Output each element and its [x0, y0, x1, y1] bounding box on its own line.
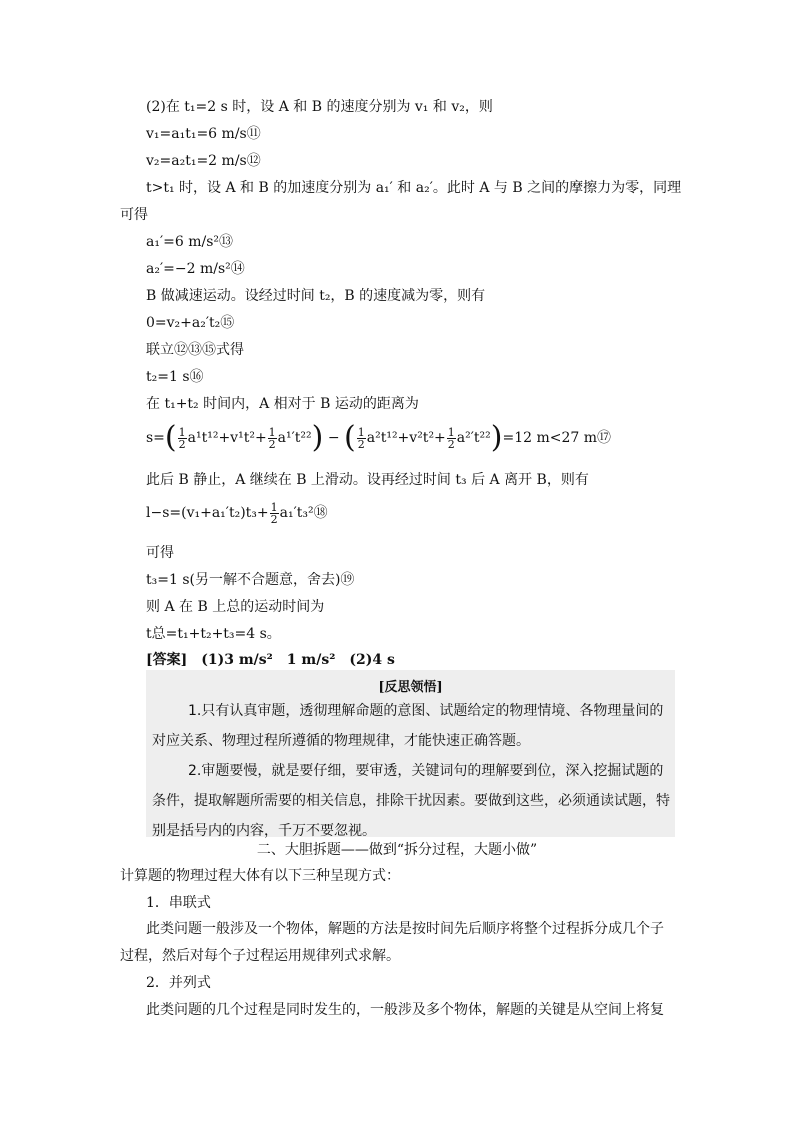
eq-term: a₁′t₃²⑱ — [279, 505, 328, 521]
text-line: 在 t₁+t₂ 时间内，A 相对于 B 运动的距离为 — [146, 396, 419, 412]
equation-v1: v₁=a₁t₁=6 m/s⑪ — [146, 126, 261, 142]
paragraph-line: 此类问题一般涉及一个物体，解题的方法是按时间先后顺序将整个过程拆分成几个子 — [146, 921, 664, 937]
equation-a2-prime: a₂′=−2 m/s²⑭ — [146, 261, 245, 277]
fraction: $\frac{1}{2}$ — [357, 425, 365, 451]
equation-l-minus-s — [146, 498, 328, 528]
reflection-title: [反思领悟] — [378, 680, 443, 695]
eq-term: l−s=(v₁+a₁′t₂)t₃+ — [146, 505, 269, 521]
text-line: 此后 B 静止，A 继续在 B 上滑动。设再经过时间 t₃ 后 A 离开 B，则有 — [146, 472, 589, 488]
text-line: 可得 — [120, 207, 148, 223]
fraction: $\frac{1}{2}$ — [270, 500, 278, 526]
reflection-paragraph-2: 2.审题要慢，就是要仔细，要审透，关键词句的理解要到位，深入挖掘试题的条件，提取解题所需要的相关信息，排除干扰因素。要做到这些，必须通读试题，特别是括号内的内容，千万不要忽视。 — [152, 763, 670, 839]
eq-s-rhs: =12 m<27 m⑰ — [502, 430, 612, 446]
fraction: $\frac{1}{2}$ — [268, 425, 276, 451]
paren-open: ( — [344, 420, 356, 455]
reflection-paragraph-1: 1.只有认真审题，透彻理解命题的意图、试题给定的物理情境、各物理量间的对应关系、物理过程所遵循的物理规律，才能快速正确答题。 — [152, 703, 664, 749]
eq-term: a²t¹²+v²t²+ — [366, 430, 446, 446]
eq-term: a²′t²² — [456, 430, 491, 446]
fraction: $\frac{1}{2}$ — [447, 425, 455, 451]
section-intro: 计算题的物理过程大体有以下三种呈现方式： — [120, 868, 400, 884]
equation-s: s=( $\frac{1}{2}$ a¹t¹²+v¹t²+ $\frac{1}{2}$ a¹′t²²) − ( $\frac{1}{2}$ a²t¹²+v²t²+ $\frac{1}{2}$ a²′t²²)=12 m<27 m⑰ — [146, 420, 612, 455]
equation-a1-prime: a₁′=6 m/s²⑬ — [146, 234, 234, 250]
text-line: B 做减速运动。设经过时间 t₂，B 的速度减为零，则有 — [146, 288, 486, 304]
answer-line: [答案] (1)3 m/s² 1 m/s² (2)4 s — [146, 652, 395, 668]
text-line: t>t₁ 时，设 A 和 B 的加速度分别为 a₁′ 和 a₂′。此时 A 与 B 之间的摩擦力为零，同理 — [146, 180, 682, 196]
paragraph-line: 此类问题的几个过程是同时发生的，一般涉及多个物体，解题的关键是从空间上将复 — [146, 1002, 664, 1018]
paragraph-line: 过程，然后对每个子过程运用规律列式求解。 — [120, 948, 400, 964]
paren-close: ) — [490, 420, 503, 455]
paren-open: ( — [164, 420, 177, 455]
equation-total-time: t总=t₁+t₂+t₃=4 s。 — [146, 626, 281, 642]
subheading-series: 1．串联式 — [146, 895, 211, 911]
text-line: 可得 — [146, 545, 174, 561]
equation-t2: 0=v₂+a₂′t₂⑮ — [146, 315, 235, 331]
text-line: 联立⑫⑬⑮式得 — [146, 342, 244, 358]
eq-s-lhs: s= — [146, 430, 165, 446]
fraction: $\frac{1}{2}$ — [178, 425, 186, 451]
subheading-parallel: 2．并列式 — [146, 975, 211, 991]
text-line: 则 A 在 B 上总的运动时间为 — [146, 599, 325, 615]
reflection-box — [146, 670, 675, 837]
equation-t3: t₃=1 s(另一解不合题意，舍去)⑲ — [146, 572, 355, 588]
eq-term: a¹′t²² — [277, 430, 312, 446]
paren-close: ) — [311, 420, 324, 455]
equation-t2-result: t₂=1 s⑯ — [146, 369, 204, 385]
equation-v2: v₂=a₂t₁=2 m/s⑫ — [146, 153, 261, 169]
eq-term: a¹t¹²+v¹t²+ — [187, 430, 267, 446]
text-line: (2)在 t₁=2 s 时，设 A 和 B 的速度分别为 v₁ 和 v₂，则 — [146, 99, 493, 115]
section-heading: 二、大胆拆题——做到“拆分过程，大题小做” — [256, 842, 538, 858]
